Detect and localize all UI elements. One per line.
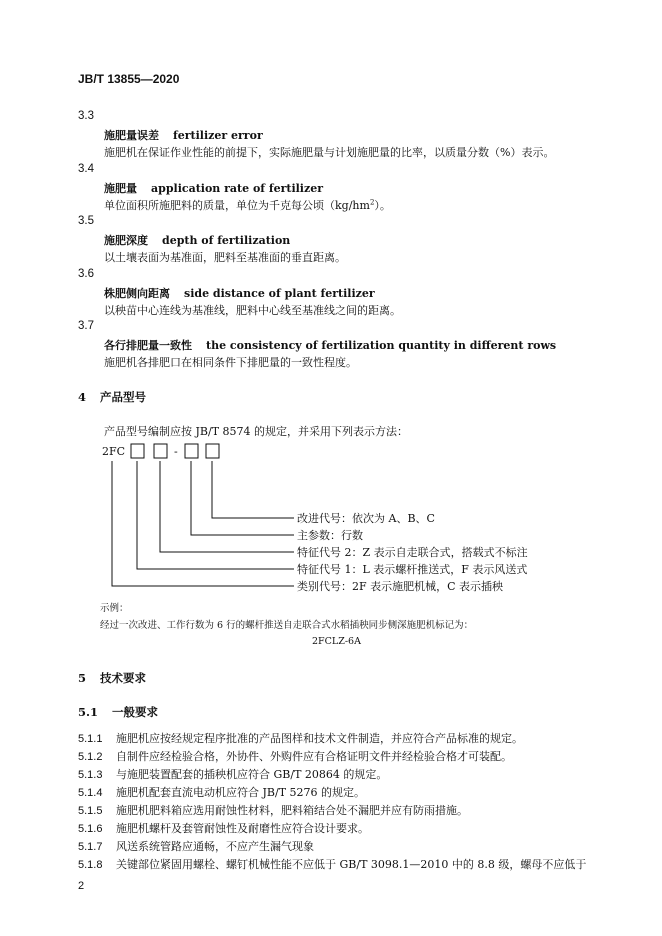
label-main-param: 主参数：行数 — [297, 529, 363, 542]
model-intro: 产品型号编制应按 JB/T 8574 的规定，并采用下列表示方法： — [104, 425, 409, 438]
clause-text: 施肥机肥料箱应选用耐蚀性材料，肥料箱结合处不漏肥并应有防雨措施。 — [116, 804, 468, 817]
term-en: depth of fertilization — [162, 234, 291, 247]
term-heading — [104, 232, 290, 248]
clause-number: 5.1.5 — [78, 805, 103, 817]
definition-text: 单位面积所施肥料的质量，单位为千克每公顷（kg/hm — [104, 199, 370, 212]
clause-text: 施肥机应按经规定程序批准的产品图样和技术文件制造，并应符合产品标准的规定。 — [116, 732, 523, 745]
label-category: 类别代号：2F 表示施肥机械，C 表示插秧 — [297, 580, 504, 593]
term-definition: 以土壤表面为基准面，肥料至基准面的垂直距离。 — [104, 251, 346, 264]
label-improvement: 改进代号：依次为 A、B、C — [297, 512, 435, 525]
term-number: 3.4 — [78, 163, 94, 175]
term-definition: 施肥机在保证作业性能的前提下，实际施肥量与计划施肥量的比率，以质量分数（%）表示。 — [104, 146, 555, 159]
code-box-main-param — [185, 444, 198, 458]
label-feature2: 特征代号 2：Z 表示自走联合式，搭载式不标注 — [297, 546, 528, 559]
clause-number: 5.1.6 — [78, 823, 103, 835]
clause-text: 关键部位紧固用螺栓、螺钉机械性能不应低于 GB/T 3098.1—2010 中的 8.8 级，螺母不应低于 — [116, 858, 587, 871]
connector-feature1 — [137, 461, 294, 569]
term-en: fertilizer error — [173, 129, 263, 142]
term-number: 3.5 — [78, 215, 94, 227]
example-label: 示例： — [100, 603, 129, 614]
term-number: 3.3 — [78, 110, 94, 122]
term-heading — [104, 127, 263, 143]
term-en: application rate of fertilizer — [151, 182, 324, 195]
term-en: the consistency of fertilization quantity in different rows — [206, 339, 557, 352]
term-heading — [104, 285, 375, 301]
model-code-diagram — [100, 436, 560, 596]
example-model: 2FCLZ-6A — [312, 636, 361, 647]
clause-text: 与施肥装置配套的插秧机应符合 GB/T 20864 的规定。 — [116, 768, 388, 781]
clause-text: 自制件应经检验合格，外协件、外购件应有合格证明文件并经检验合格才可装配。 — [116, 750, 512, 763]
page-number: 2 — [78, 880, 85, 892]
connector-improvement — [212, 461, 294, 518]
connector-feature2 — [160, 461, 294, 552]
term-cn: 各行排肥量一致性 — [104, 339, 192, 352]
code-box-feature2 — [154, 444, 167, 458]
term-cn: 株肥侧向距离 — [104, 287, 170, 300]
subsection-heading — [78, 704, 158, 720]
subsection-number: 5.1 — [78, 705, 99, 719]
standard-number: JB/T 13855—2020 — [78, 72, 180, 86]
code-box-improvement — [206, 444, 219, 458]
section-number: 5 — [78, 671, 87, 685]
section-title: 技术要求 — [100, 671, 147, 685]
term-cn: 施肥深度 — [104, 234, 148, 247]
connector-main-param — [191, 461, 294, 535]
clause-number: 5.1.4 — [78, 787, 103, 799]
term-number: 3.6 — [78, 268, 94, 280]
clause — [78, 820, 369, 836]
clause — [78, 856, 586, 872]
section-number: 4 — [78, 390, 87, 404]
clause-number: 5.1.7 — [78, 841, 103, 853]
definition-superscript: 2 — [369, 198, 375, 207]
section-heading — [78, 670, 146, 686]
subsection-title: 一般要求 — [112, 705, 159, 719]
clause-number: 5.1.3 — [78, 769, 103, 781]
model-prefix: 2FC — [102, 445, 126, 458]
term-cn: 施肥量 — [104, 182, 137, 195]
clause-number: 5.1.2 — [78, 751, 103, 763]
term-definition — [104, 197, 391, 213]
clause-text: 施肥机配套直流电动机应符合 JB/T 5276 的规定。 — [116, 786, 366, 799]
term-en: side distance of plant fertilizer — [184, 287, 375, 300]
term-definition: 施肥机各排肥口在相同条件下排肥量的一致性程度。 — [104, 356, 357, 369]
clause-text: 施肥机螺杆及套管耐蚀性及耐磨性应符合设计要求。 — [116, 822, 369, 835]
term-number: 3.7 — [78, 320, 94, 332]
example-text: 经过一次改进、工作行数为 6 行的螺杆推送自走联合式水稻插秧同步侧深施肥机标记为： — [100, 620, 474, 631]
clause — [78, 784, 365, 800]
clause-number: 5.1.1 — [78, 733, 103, 745]
model-dash: - — [174, 445, 178, 458]
section-heading — [78, 389, 146, 405]
clause — [78, 802, 468, 818]
clause — [78, 766, 387, 782]
clause-number: 5.1.8 — [78, 859, 103, 871]
definition-text-end: ）。 — [374, 199, 391, 212]
clause — [78, 838, 314, 854]
term-heading — [104, 180, 323, 196]
section-title: 产品型号 — [100, 390, 147, 404]
code-box-feature1 — [131, 444, 144, 458]
term-heading — [104, 337, 556, 353]
clause — [78, 730, 523, 746]
term-cn: 施肥量误差 — [104, 129, 159, 142]
clause-text: 风送系统管路应通畅，不应产生漏气现象 — [116, 840, 314, 853]
term-definition: 以秧苗中心连线为基准线，肥料中心线至基准线之间的距离。 — [104, 304, 401, 317]
clause — [78, 748, 512, 764]
connector-category — [112, 461, 294, 586]
label-feature1: 特征代号 1：L 表示螺杆推送式，F 表示风送式 — [297, 563, 528, 576]
